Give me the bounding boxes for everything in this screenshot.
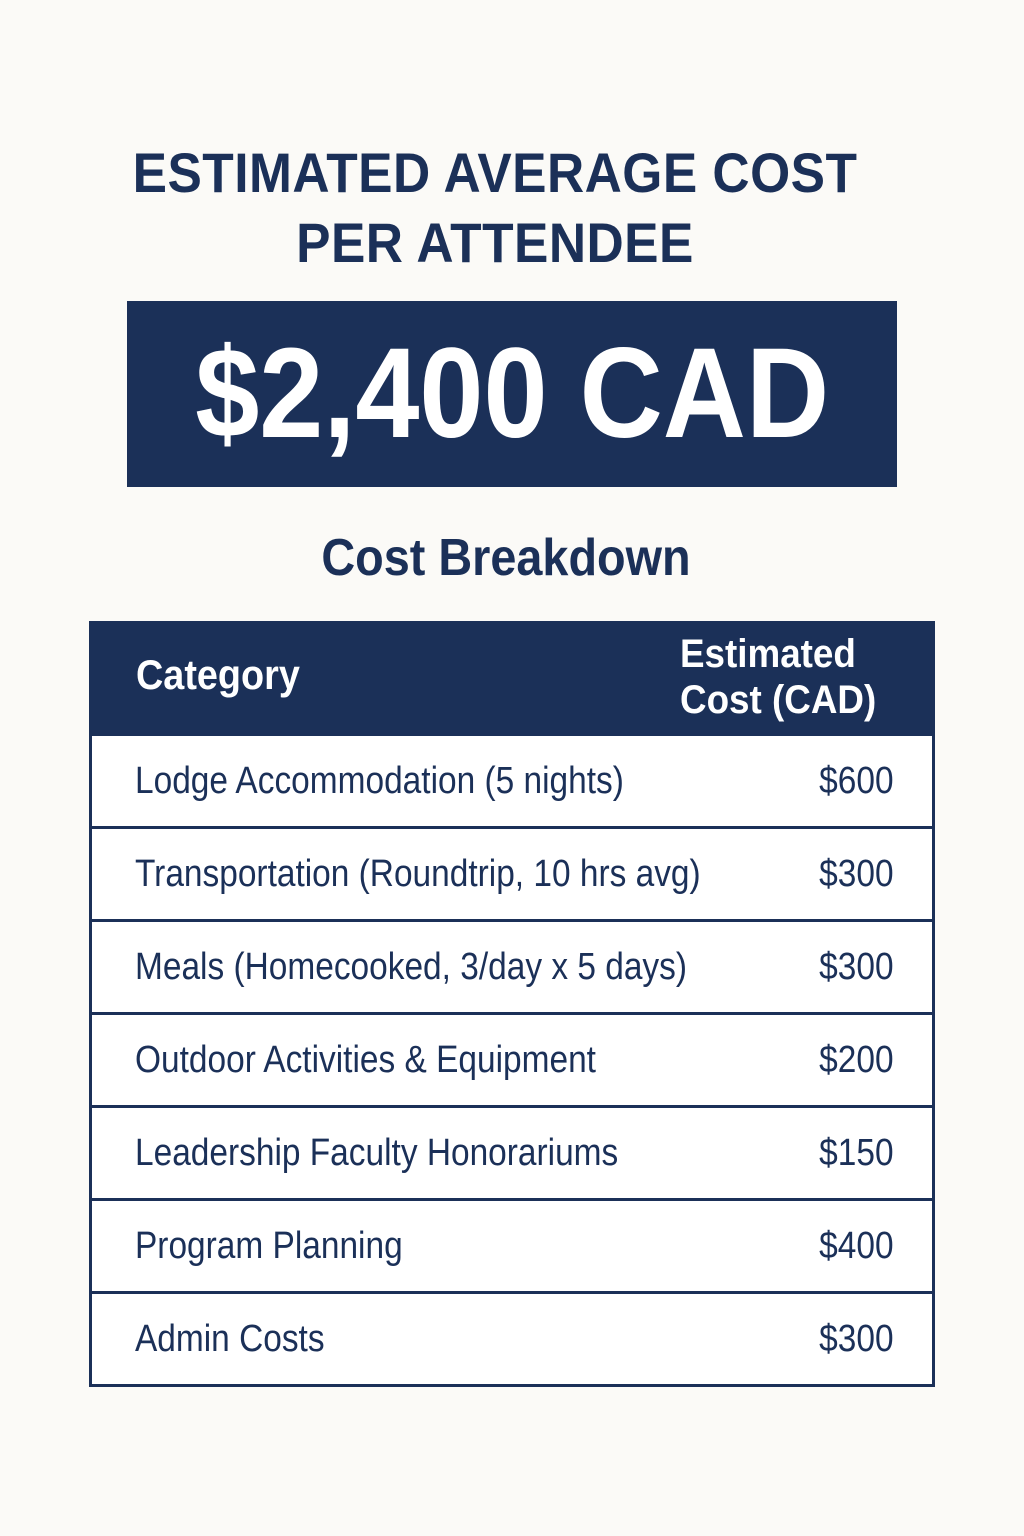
row-category: Program Planning: [135, 1225, 403, 1267]
row-cost: $300: [819, 1318, 894, 1360]
table-row: [92, 1105, 932, 1198]
category-column-header: Category: [136, 651, 300, 698]
total-cost-banner: [127, 301, 897, 487]
row-category: Lodge Accommodation (5 nights): [135, 760, 624, 802]
row-cost: $300: [819, 946, 894, 988]
row-cost: $200: [819, 1039, 894, 1081]
estimated-cost-column-header: Estimated Cost (CAD): [680, 632, 877, 722]
row-category: Admin Costs: [135, 1318, 325, 1360]
total-cost-value: $2,400 CAD: [195, 322, 829, 465]
row-cost: $300: [819, 853, 894, 895]
table-row: [92, 1012, 932, 1105]
table-row: [92, 733, 932, 826]
row-category: Outdoor Activities & Equipment: [135, 1039, 596, 1081]
cost-breakdown-table: [89, 621, 935, 1387]
row-category: Meals (Homecooked, 3/day x 5 days): [135, 946, 688, 988]
table-row: [92, 826, 932, 919]
table-header: [92, 621, 932, 733]
page-title-line-2: PER ATTENDEE: [296, 211, 694, 274]
row-cost: $150: [819, 1132, 894, 1174]
row-category: Leadership Faculty Honorariums: [135, 1132, 619, 1174]
table-row: [92, 1198, 932, 1291]
table-row: [92, 1291, 932, 1384]
row-cost: $600: [819, 760, 894, 802]
table-row: [92, 919, 932, 1012]
cost-breakdown-heading: Cost Breakdown: [321, 529, 691, 587]
row-category: Transportation (Roundtrip, 10 hrs avg): [135, 853, 701, 895]
page-title: [40, 138, 951, 278]
row-cost: $400: [819, 1225, 894, 1267]
page-title-line-1: ESTIMATED AVERAGE COST: [132, 141, 858, 204]
